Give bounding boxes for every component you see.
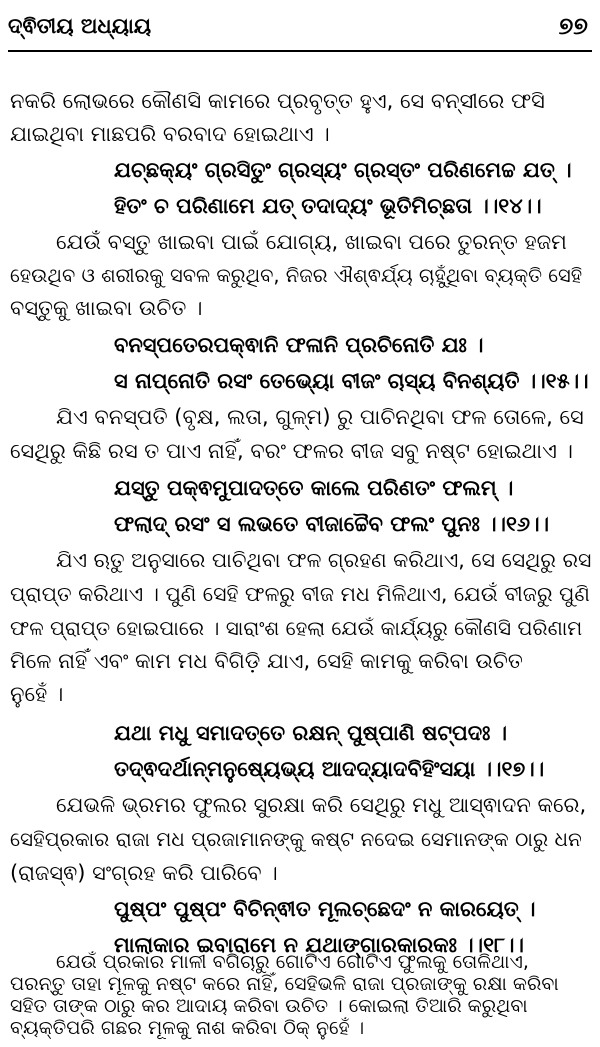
paragraph-line: ଯିଏ ଋତୁ ଅନୁସାରେ ପାଚିଥିବା ଫଳ ଗ୍ରହଣ କରିଥାଏ, ସେ ସେଥିରୁ ରସ — [56, 548, 592, 572]
verse-line: ମାଲାକାର ଇବାରାମେ ନ ଯଥାଙ୍ଗାରକାରକଃ ।।୧୮।। — [114, 933, 524, 957]
paragraph-line: (ରାଜସ୍ଵ) ସଂଗ୍ରହ କରି ପାରିବେ । — [10, 861, 278, 885]
paragraph-line: ହେଉଥିବ ଓ ଶରୀରକୁ ସବଳ କରୁଥିବ, ନିଜର ଐଶ୍ଵର୍ଯ୍ୟ ଚାହୁଁଥିବା ବ୍ୟକ୍ତି ସେହି — [10, 264, 583, 287]
chapter-title: ଦ୍ଵିତୀୟ ଅଧ୍ୟାୟ — [8, 14, 152, 38]
paragraph-line: ନକରି ଲୋଭରେ କୌଣସି କାମରେ ପ୍ରବୃତ୍ତ ହୁଏ, ସେ ବନ୍ସୀରେ ଫସି — [10, 89, 545, 113]
verse-line: ହିତଂ ଚ ପରିଣାମେ ଯତ୍ ତଦାଦ୍ୟଂ ଭୂତିମିଚ୍ଛତା ।।୧୪।। — [114, 194, 542, 218]
paragraph-line: ନୁହେଁ । — [10, 682, 64, 706]
paragraph-line: ବସ୍ତୁକୁ ଖାଇବା ଉଚିତ । — [10, 296, 203, 320]
paragraph-line: ଫଳ ପ୍ରାପ୍ତ ହୋଇପାରେ । ସାରାଂଶ ହେଲା ଯେଉଁ କାର୍ଯ୍ୟରୁ କୌଣସି ପରିଣାମ — [10, 616, 583, 640]
paragraph-line: ସେଥିରୁ କିଛି ରସ ତ ପାଏ ନାହିଁ, ବରଂ ଫଳର ବୀଜ ସବୁ ନଷ୍ଟ ହୋଇଥାଏ । — [10, 439, 573, 463]
paragraph-line: ଯେଉଁ ବସ୍ତୁ ଖାଇବା ପାଇଁ ଯୋଗ୍ୟ, ଖାଇବା ପରେ ତୁରନ୍ତ ହଜମ — [56, 230, 567, 254]
verse-line: ସ ନାପ୍ନୋତି ରସଂ ତେଭ୍ୟୋ ବୀଜଂ ଚାସ୍ୟ ବିନଶ୍ୟତି ।।୧୫।। — [114, 369, 589, 393]
paragraph-line: ବ୍ୟକ୍ତିପରି ଗଛର ମୂଳକୁ ନାଶ କରିବା ଠିକ୍ ନୁହେଁ । — [10, 1017, 365, 1039]
verse-line: ଫଲାଦ୍ ରସଂ ସ ଲଭତେ ବୀଜାଚ୍ଚୈବ ଫଲଂ ପୁନଃ ।।୧୬।। — [114, 512, 550, 536]
verse-line: ଯଚ୍ଛକ୍ୟଂ ଗ୍ରସିତୁଂ ଗ୍ରସ୍ୟଂ ଗ୍ରସ୍ତଂ ପରିଣମେଚ୍ଚ ଯତ୍ । — [114, 158, 572, 182]
page-number: ୭୭ — [558, 12, 588, 40]
paragraph-line: ସହିତ ତାଙ୍କ ଠାରୁ କର ଆଦାୟ କରିବା ଉଚିତ । କୋଇଲା ତିଆରି କରୁଥିବା — [10, 995, 528, 1017]
paragraph-line: ଯିଏ ବନସ୍ପତି (ବୃକ୍ଷ, ଲତା, ଗୁଳ୍ମ) ରୁ ପାଚିନଥିବା ଫଳ ତୋଳେ, ସେ — [56, 405, 584, 429]
verse-line: ଯସ୍ତୁ ପକ୍ଵମୁପାଦତ୍ତେ କାଲେ ପରିଣତଂ ଫଲମ୍ । — [114, 476, 514, 500]
paragraph-line: ଯେଉଁ ପ୍ରକାର ମାଳୀ ବଗିଚାରୁ ଗୋଟିଏ ଗୋଟିଏ ଫୁଲକୁ ତୋଳିଥାଏ, — [56, 951, 529, 973]
paragraph-line: ଯାଇଥିବା ମାଛପରି ବରବାଦ ହୋଇଥାଏ । — [10, 122, 330, 146]
verse-line: ପୁଷ୍ପଂ ପୁଷ୍ପଂ ବିଚିନ୍ଵୀତ ମୂଲଚ୍ଛେଦଂ ନ କାରୟେତ୍ । — [114, 897, 536, 921]
paragraph-line: ପ୍ରାପ୍ତ କରିଥାଏ । ପୁଣି ସେହି ଫଳରୁ ବୀଜ ମଧ ମିଳିଥାଏ, ଯେଉଁ ବୀଜରୁ ପୁଣି — [10, 582, 590, 606]
verse-line: ତଦ୍ଵଦର୍ଥାନ୍ମନୁଷ୍ୟେଭ୍ୟ ଆଦଦ୍ୟାଦବିହିଂସୟା ।।୧୭।। — [114, 757, 545, 781]
verse-line: ଯଥା ମଧୁ ସମାଦତ୍ତେ ରକ୍ଷନ୍ ପୁଷ୍ପାଣି ଷଟ୍ପଦଃ । — [114, 721, 508, 745]
verse-line: ବନସ୍ପତେରପକ୍ଵାନି ଫଳାନି ପ୍ରଚିନୋତି ଯଃ । — [114, 333, 484, 357]
page-header — [8, 6, 592, 52]
paragraph-line: ପରନ୍ତୁ ତାହା ମୂଳକୁ ନଷ୍ଟ କରେ ନାହିଁ, ସେହିଭଳି ରାଜା ପ୍ରଜାଙ୍କୁ ରକ୍ଷା କରିବା — [10, 973, 559, 995]
paragraph-line: ଯେଭଳି ଭ୍ରମର ଫୁଲର ସୁରକ୍ଷା କରି ସେଥିରୁ ମଧୁ ଆସ୍ଵାଦନ କରେ, — [56, 793, 587, 817]
paragraph-line: ମିଳେ ନାହିଁ ଏବଂ କାମ ମଧ ବିଗିଡ଼ି ଯାଏ, ସେହି କାମକୁ କରିବା ଉଚିତ — [10, 649, 523, 673]
paragraph-line: ସେହିପ୍ରକାର ରାଜା ମଧ ପ୍ରଜାମାନଙ୍କୁ କଷ୍ଟ ନଦେଇ ସେମାନଙ୍କ ଠାରୁ ଧନ — [10, 827, 582, 851]
